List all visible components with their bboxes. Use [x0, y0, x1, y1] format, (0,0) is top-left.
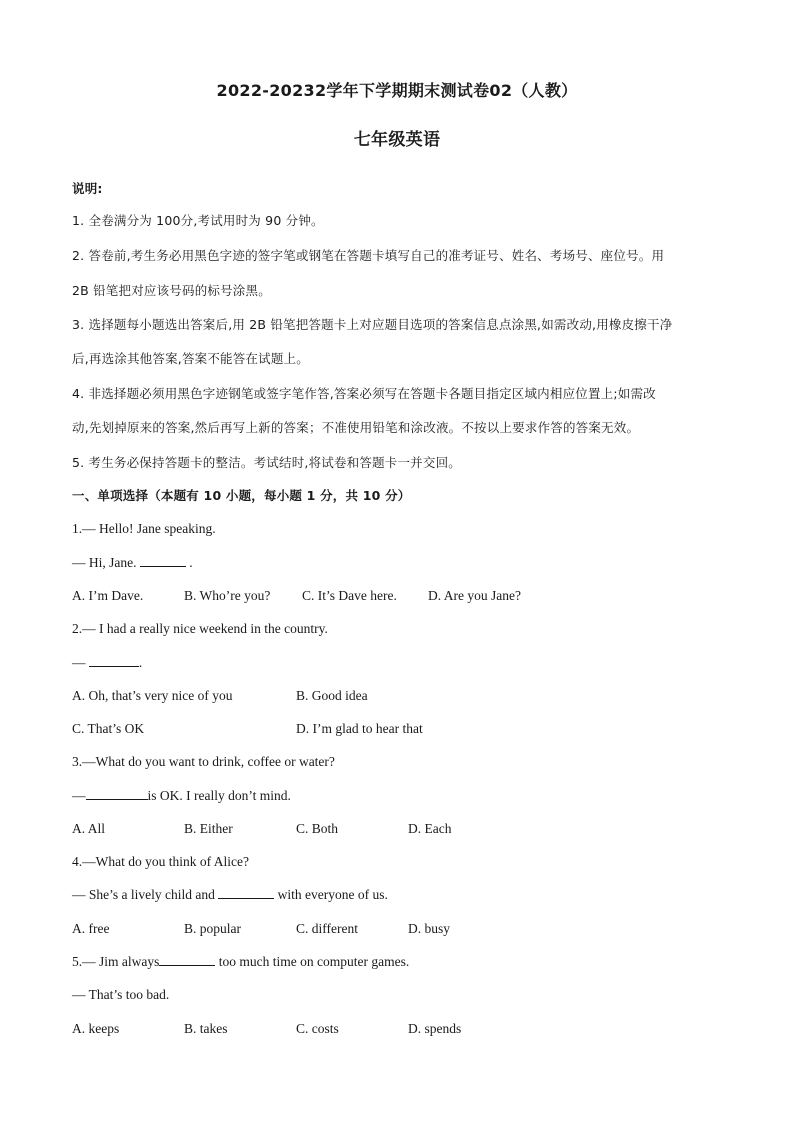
question-5-response: — That’s too bad.: [72, 987, 170, 1002]
question-2-option-c: C. That’s OK: [72, 721, 145, 736]
question-2-response: — .: [72, 655, 143, 670]
question-3-response: — is OK. I really don’t mind.: [72, 788, 291, 803]
answer-blank: [218, 886, 274, 899]
note-3-line-1: 3. 选择题每小题选出答案后,用 2B 铅笔把答题卡上对应题目选项的答案信息点涂黑,如需改动,用橡皮擦干净: [72, 317, 673, 332]
question-1-option-c: C. It’s Dave here.: [302, 588, 397, 603]
question-3-prompt: 3.—What do you want to drink, coffee or water?: [72, 754, 335, 769]
question-4-option-c: C. different: [296, 921, 358, 936]
question-4-option-d: D. busy: [408, 921, 451, 936]
question-5-option-a: A. keeps: [72, 1021, 120, 1036]
answer-blank: [89, 654, 139, 667]
question-2-option-a: A. Oh, that’s very nice of you: [72, 688, 233, 703]
question-2-option-d: D. I’m glad to hear that: [296, 721, 423, 736]
section-heading: 一、单项选择（本题有 10 小题，每小题 1 分，共 10 分）: [72, 488, 411, 503]
question-3-option-c: C. Both: [296, 821, 339, 836]
question-3-option-a: A. All: [72, 821, 106, 836]
question-3-option-d: D. Each: [408, 821, 452, 836]
question-2-option-b: B. Good idea: [296, 688, 368, 703]
exam-title: 2022-20232学年下学期期末测试卷02（人教）: [216, 81, 578, 100]
question-1-prompt: 1.— Hello! Jane speaking.: [72, 521, 216, 536]
question-4-option-b: B. popular: [184, 921, 241, 936]
question-1-response: — Hi, Jane. .: [72, 555, 193, 570]
note-1: 1. 全卷满分为 100分,考试用时为 90 分钟。: [72, 213, 324, 228]
notes-label: 说明:: [72, 181, 103, 196]
question-3-option-b: B. Either: [184, 821, 233, 836]
note-5: 5. 考生务必保持答题卡的整洁。考试结时,将试卷和答题卡一并交回。: [72, 455, 461, 470]
question-5-prompt: 5.— Jim always too much time on computer games.: [72, 954, 410, 969]
note-4-line-1: 4. 非选择题必须用黑色字迹钢笔或签字笔作答,答案必须写在答题卡各题目指定区域内相应位置上;如需改: [72, 386, 656, 401]
question-4-response: — She’s a lively child and with everyone of us.: [72, 887, 388, 902]
question-1-option-d: D. Are you Jane?: [428, 588, 521, 603]
note-4-line-2: 动,先划掉原来的答案,然后再写上新的答案；不准使用铅笔和涂改液。不按以上要求作答的答案无效。: [72, 420, 640, 435]
exam-subtitle: 七年级英语: [353, 130, 441, 150]
question-1-option-b: B. Who’re you?: [184, 588, 271, 603]
answer-blank: [86, 787, 148, 800]
answer-blank: [159, 953, 215, 966]
answer-blank: [140, 554, 186, 567]
question-4-prompt: 4.—What do you think of Alice?: [72, 854, 249, 869]
note-2-line-2: 2B 铅笔把对应该号码的标号涂黑。: [72, 283, 271, 298]
note-3-line-2: 后,再选涂其他答案,答案不能答在试题上。: [72, 351, 309, 366]
question-5-option-d: D. spends: [408, 1021, 462, 1036]
question-5-option-b: B. takes: [184, 1021, 228, 1036]
note-2-line-1: 2. 答卷前,考生务必用黑色字迹的签字笔或钢笔在答题卡填写自己的准考证号、姓名、考场号、座位号。用: [72, 248, 665, 263]
question-2-prompt: 2.— I had a really nice weekend in the country.: [72, 621, 328, 636]
question-5-option-c: C. costs: [296, 1021, 339, 1036]
question-4-option-a: A. free: [72, 921, 110, 936]
question-1-option-a: A. I’m Dave.: [72, 588, 144, 603]
